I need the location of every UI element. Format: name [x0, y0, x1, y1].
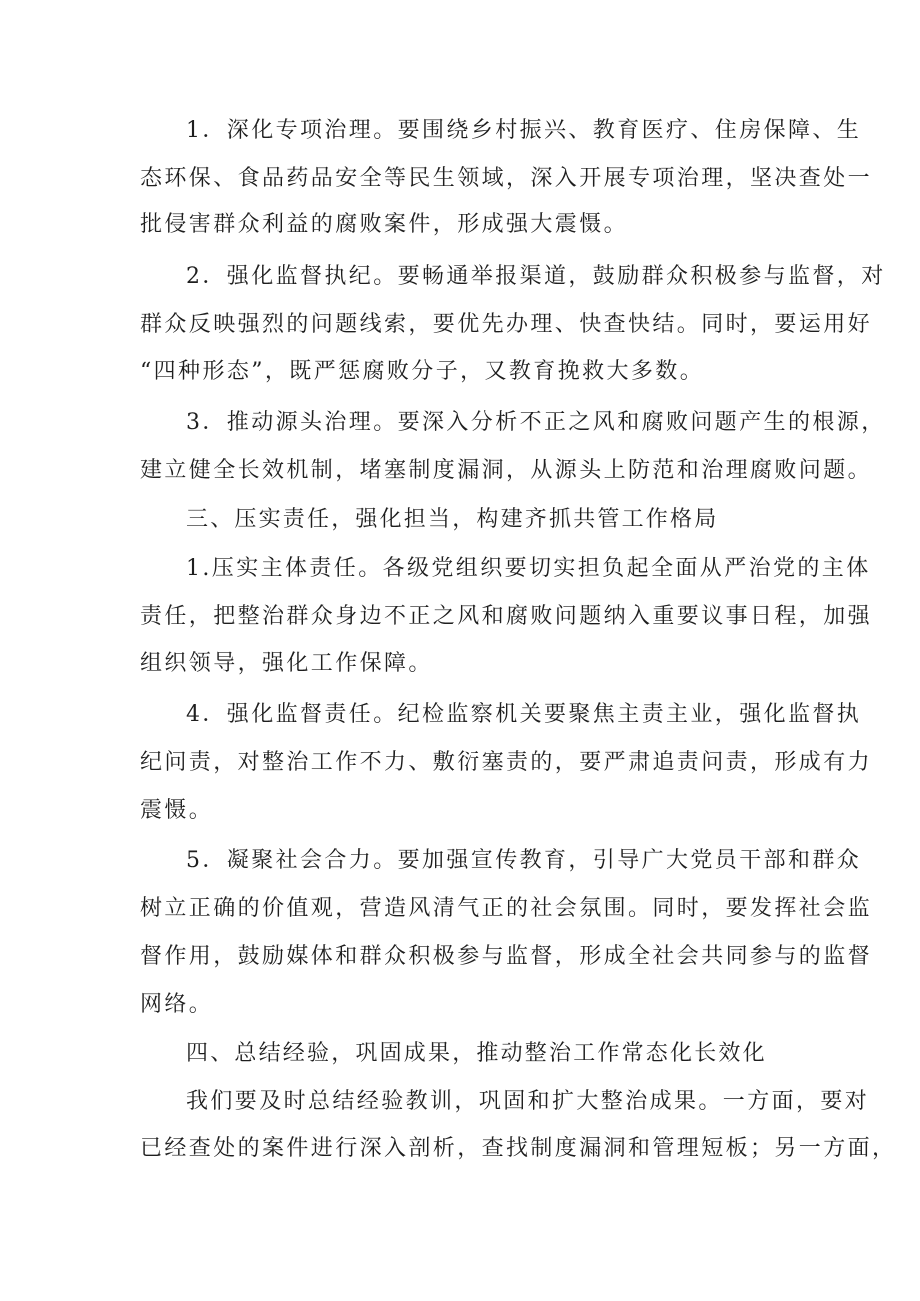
paragraph-line: 1．深化专项治理。要围绕乡村振兴、教育医疗、住房保障、生	[186, 118, 862, 143]
paragraph-line: 我们要及时总结经验教训，巩固和扩大整治成果。一方面，要对	[186, 1089, 870, 1114]
paragraph-line: 震慑。	[140, 798, 214, 823]
paragraph-line: 3．推动源头治理。要深入分析不正之风和腐败问题产生的根源，	[186, 410, 886, 435]
paragraph-line: 4．强化监督责任。纪检监察机关要聚焦主责主业，强化监督执	[186, 702, 862, 727]
paragraph-line: 组织领导，强化工作保障。	[140, 651, 433, 676]
paragraph-line: “四种形态”，既严惩腐败分子，又教育挽救大多数。	[140, 359, 705, 384]
paragraph-line: 5．凝聚社会合力。要加强宣传教育，引导广大党员干部和群众	[186, 848, 862, 873]
paragraph-line: 已经查处的案件进行深入剖析，查找制度漏洞和管理短板；另一方面，	[140, 1136, 897, 1161]
paragraph-line: 纪问责，对整治工作不力、敷衍塞责的，要严肃追责问责，形成有力	[140, 750, 873, 775]
paragraph-line: 态环保、食品药品安全等民生领域，深入开展专项治理，坚决查处一	[140, 166, 873, 191]
paragraph-line: 网络。	[140, 992, 214, 1017]
paragraph-line: 1.压实主体责任。各级党组织要切实担负起全面从严治党的主体	[186, 556, 871, 581]
paragraph-line: 责任，把整治群众身边不正之风和腐败问题纳入重要议事日程，加强	[140, 604, 873, 629]
section-heading: 三、压实责任，强化担当，构建齐抓共管工作格局	[186, 507, 719, 532]
paragraph-line: 督作用，鼓励媒体和群众积极参与监督，形成全社会共同参与的监督	[140, 944, 873, 969]
paragraph-line: 批侵害群众利益的腐败案件，形成强大震慑。	[140, 212, 629, 237]
paragraph-line: 建立健全长效机制，堵塞制度漏洞，从源头上防范和治理腐败问题。	[140, 458, 873, 483]
paragraph-line: 2．强化监督执纪。要畅通举报渠道，鼓励群众积极参与监督，对	[186, 264, 886, 289]
paragraph-line: 树立正确的价值观，营造风清气正的社会氛围。同时，要发挥社会监	[140, 896, 873, 921]
section-heading: 四、总结经验，巩固成果，推动整治工作常态化长效化	[186, 1041, 767, 1066]
paragraph-line: 群众反映强烈的问题线索，要优先办理、快查快结。同时，要运用好	[140, 312, 873, 337]
